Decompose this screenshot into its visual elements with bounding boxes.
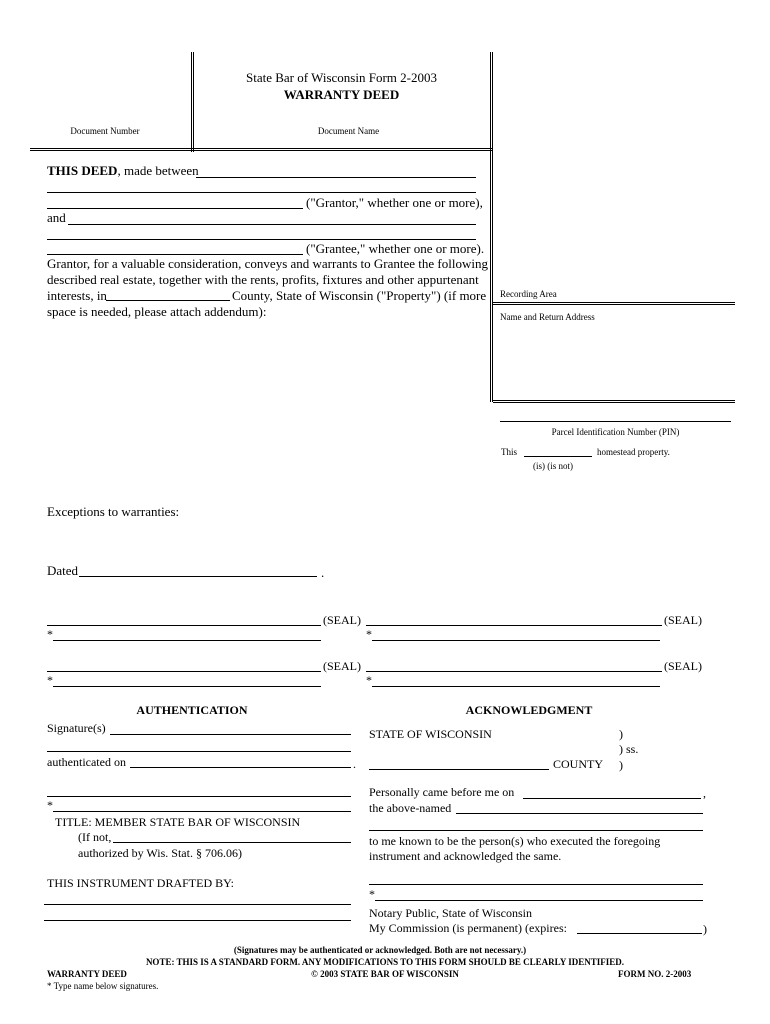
asterisk-2: * — [366, 627, 372, 641]
notary-label: Notary Public, State of Wisconsin — [369, 906, 532, 920]
name-line-2[interactable] — [372, 640, 660, 641]
authenticated-period: . — [353, 757, 356, 771]
above-named-label: the above-named — [369, 801, 452, 815]
name-line-1[interactable] — [53, 640, 321, 641]
dated-label: Dated — [47, 563, 79, 578]
ack-comma: , — [703, 786, 706, 800]
auth-signature-line[interactable] — [47, 796, 351, 797]
commission-label: My Commission (is permanent) (expires: — [369, 921, 567, 935]
dated-period: . — [321, 565, 325, 580]
personally-came-label: Personally came before me on — [369, 785, 515, 799]
notary-name-line[interactable] — [375, 900, 703, 901]
conveys-line-2: described real estate, together with the rents, profits, fixtures and other appurtenant — [47, 272, 479, 287]
county-name-field[interactable] — [369, 769, 549, 770]
dated-field[interactable] — [79, 576, 317, 577]
county-state-text: County, State of Wisconsin ("Property") (if more — [232, 288, 487, 303]
notary-asterisk: * — [369, 887, 375, 901]
document-number-label: Document Number — [70, 126, 140, 136]
signature-line-2[interactable] — [366, 625, 662, 626]
exceptions-label: Exceptions to warranties: — [47, 504, 180, 519]
asterisk-4: * — [366, 673, 372, 687]
footer-deed-label: WARRANTY DEED — [47, 969, 127, 979]
sig-note: (Signatures may be authenticated or acknowledged. Both are not necessary.) — [233, 945, 527, 955]
signatures-label: Signature(s) — [47, 721, 106, 735]
grantee-name-field-1[interactable] — [68, 224, 476, 225]
grantor-name-field-3[interactable] — [47, 208, 303, 209]
signatures-field-2[interactable] — [47, 751, 351, 752]
signature-line-4[interactable] — [366, 671, 662, 672]
standard-form-note: NOTE: THIS IS A STANDARD FORM. ANY MODIFICATIONS TO THIS FORM SHOULD BE CLEARLY IDENTIFIED. — [145, 957, 625, 967]
drafted-by-label: THIS INSTRUMENT DRAFTED BY: — [47, 876, 235, 890]
form-title: State Bar of Wisconsin Form 2-2003 — [246, 70, 437, 85]
this-deed-bold: THIS DEED — [47, 163, 118, 178]
type-name-note: * Type name below signatures. — [47, 981, 159, 991]
state-label: STATE OF WISCONSIN — [369, 727, 492, 741]
if-not-field[interactable] — [113, 842, 351, 843]
commission-field[interactable] — [577, 933, 702, 934]
above-named-field-2[interactable] — [369, 830, 703, 831]
signatures-field[interactable] — [110, 734, 351, 735]
grantor-name-field-1[interactable] — [196, 177, 476, 178]
county-field[interactable] — [106, 300, 230, 301]
notary-signature-line[interactable] — [369, 884, 703, 885]
pin-label: Parcel Identification Number (PIN) — [551, 427, 680, 437]
name-line-4[interactable] — [372, 686, 660, 687]
authenticated-on-field[interactable] — [130, 767, 351, 768]
interests-in: interests, in — [47, 288, 107, 303]
asterisk-3: * — [47, 673, 53, 687]
known-line-1: to me known to be the person(s) who executed the foregoing — [369, 834, 661, 848]
this-label: This — [501, 447, 518, 457]
signature-line-1[interactable] — [47, 625, 321, 626]
paren-1: ) — [619, 727, 623, 741]
ss-label: ) ss. — [619, 742, 639, 756]
known-line-2: instrument and acknowledged the same. — [369, 849, 562, 863]
authorized-label: authorized by Wis. Stat. § 706.06) — [78, 846, 242, 860]
this-deed-line — [47, 163, 199, 179]
drafted-by-field-2[interactable] — [44, 920, 351, 921]
seal-label-3: (SEAL) — [323, 659, 361, 673]
seal-label-1: (SEAL) — [323, 613, 361, 627]
recording-area-rule — [493, 302, 735, 305]
drafted-by-field-1[interactable] — [44, 904, 351, 905]
auth-asterisk: * — [47, 798, 53, 812]
if-not-label: (If not, — [78, 830, 112, 844]
and-label: and — [47, 210, 66, 225]
conveys-line-1: Grantor, for a valuable consideration, conveys and warrants to Grantee the following — [47, 256, 488, 271]
header-right-rule — [490, 52, 493, 402]
addendum-text: space is needed, please attach addendum): — [47, 304, 267, 319]
seal-label-2: (SEAL) — [664, 613, 702, 627]
grantee-suffix: ("Grantee," whether one or more). — [306, 241, 485, 256]
signature-line-3[interactable] — [47, 671, 321, 672]
asterisk-1: * — [47, 627, 53, 641]
copyright: © 2003 STATE BAR OF WISCONSIN — [311, 969, 459, 979]
paren-3: ) — [619, 758, 623, 772]
above-named-field-1[interactable] — [456, 813, 703, 814]
name-line-3[interactable] — [53, 686, 321, 687]
homestead-field[interactable] — [524, 456, 592, 457]
deed-title: WARRANTY DEED — [283, 87, 400, 102]
grantor-name-field-2[interactable] — [47, 192, 476, 193]
county-label: COUNTY — [553, 757, 603, 771]
recording-area-label: Recording Area — [500, 289, 557, 299]
pin-field[interactable] — [500, 421, 731, 422]
grantee-name-field-3[interactable] — [47, 254, 303, 255]
name-return-label: Name and Return Address — [500, 312, 595, 322]
auth-name-line[interactable] — [53, 811, 351, 812]
personally-came-field[interactable] — [523, 798, 701, 799]
homestead-label: homestead property. — [597, 447, 670, 457]
acknowledgment-heading: ACKNOWLEDGMENT — [465, 703, 593, 717]
grantor-suffix: ("Grantor," whether one or more), — [306, 195, 483, 210]
authenticated-on-label: authenticated on — [47, 755, 126, 769]
document-name-label: Document Name — [317, 126, 380, 136]
form-number: FORM NO. 2-2003 — [618, 969, 692, 979]
title-line: TITLE: MEMBER STATE BAR OF WISCONSIN — [55, 815, 301, 829]
authentication-heading: AUTHENTICATION — [136, 703, 248, 717]
commission-close-paren: ) — [703, 922, 707, 936]
name-return-bottom-rule — [493, 400, 735, 403]
grantee-name-field-2[interactable] — [47, 239, 476, 240]
is-is-not-label: (is) (is not) — [533, 461, 573, 471]
header-bottom-rule — [30, 148, 493, 151]
made-between: , made between — [117, 163, 199, 178]
seal-label-4: (SEAL) — [664, 659, 702, 673]
